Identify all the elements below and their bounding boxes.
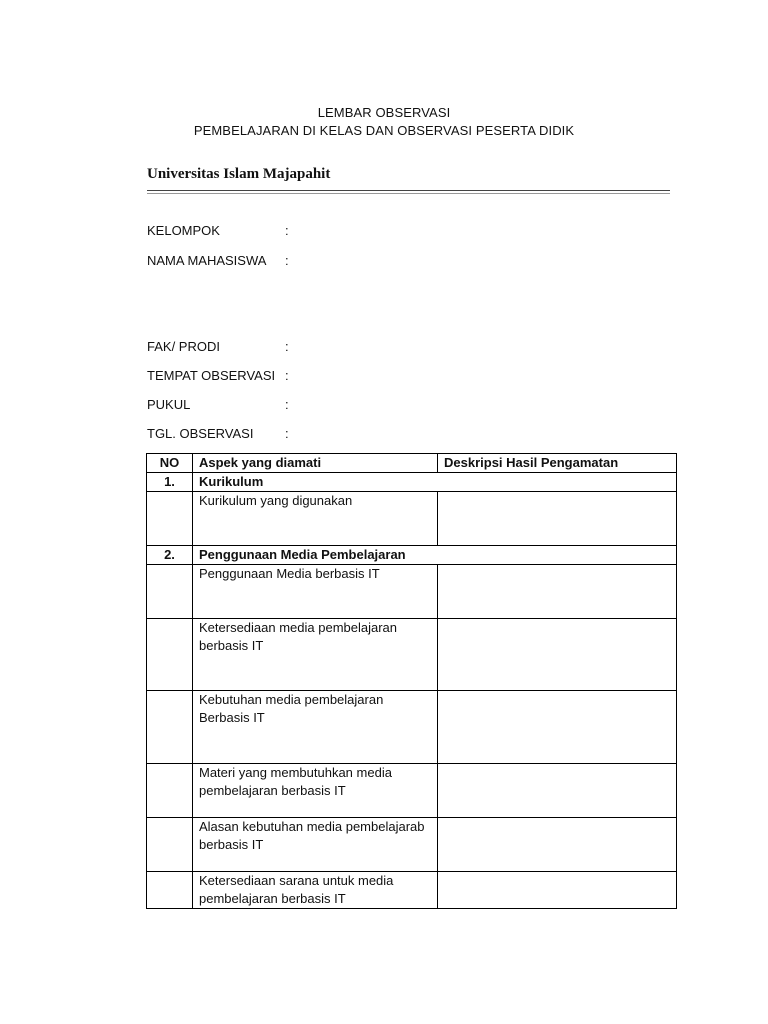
deskripsi-cell[interactable] xyxy=(438,691,677,764)
section-row-kurikulum xyxy=(147,473,677,492)
section-title: Kurikulum xyxy=(193,473,677,492)
institution-name: Universitas Islam Majapahit xyxy=(147,166,331,182)
document-subtitle: PEMBELAJARAN DI KELAS DAN OBSERVASI PESERTA DIDIK xyxy=(193,123,575,138)
row-number-cell xyxy=(147,492,193,546)
table-row xyxy=(147,691,677,764)
header-no: NO xyxy=(147,454,193,473)
row-number-cell xyxy=(147,872,193,909)
deskripsi-cell[interactable] xyxy=(438,565,677,619)
row-number-cell xyxy=(147,764,193,818)
section-row-media xyxy=(147,546,677,565)
aspek-cell: Materi yang membutuhkan media pembelajaran berbasis IT xyxy=(193,764,438,818)
section-title: Penggunaan Media Pembelajaran xyxy=(193,546,677,565)
table-header-row xyxy=(147,454,677,473)
document-title: LEMBAR OBSERVASI xyxy=(317,105,451,120)
deskripsi-cell[interactable] xyxy=(438,818,677,872)
table-row xyxy=(147,492,677,546)
table-row xyxy=(147,872,677,909)
row-number-cell xyxy=(147,565,193,619)
field-fak-prodi-colon: : xyxy=(285,339,289,354)
header-aspek: Aspek yang diamati xyxy=(193,454,438,473)
aspek-cell: Kurikulum yang digunakan xyxy=(193,492,438,546)
field-pukul-colon: : xyxy=(285,397,289,412)
header-rule xyxy=(147,190,670,191)
section-number: 1. xyxy=(147,473,193,492)
deskripsi-cell[interactable] xyxy=(438,872,677,909)
field-kelompok-colon: : xyxy=(285,223,289,238)
deskripsi-cell[interactable] xyxy=(438,764,677,818)
field-fak-prodi-label: FAK/ PRODI xyxy=(147,339,220,354)
deskripsi-cell[interactable] xyxy=(438,619,677,691)
aspek-cell: Ketersediaan media pembelajaran berbasis IT xyxy=(193,619,438,691)
header-deskripsi: Deskripsi Hasil Pengamatan xyxy=(438,454,677,473)
row-number-cell xyxy=(147,619,193,691)
deskripsi-cell[interactable] xyxy=(438,492,677,546)
field-tempat-observasi-colon: : xyxy=(285,368,289,383)
table-row xyxy=(147,619,677,691)
header-rule-secondary xyxy=(147,193,670,194)
field-pukul-label: PUKUL xyxy=(147,397,191,412)
table-row xyxy=(147,764,677,818)
row-number-cell xyxy=(147,818,193,872)
field-kelompok-label: KELOMPOK xyxy=(147,223,220,238)
aspek-cell: Kebutuhan media pembelajaran Berbasis IT xyxy=(193,691,438,764)
field-nama-mahasiswa-colon: : xyxy=(285,253,289,268)
table-row xyxy=(147,565,677,619)
table-row xyxy=(147,818,677,872)
field-tgl-observasi-label: TGL. OBSERVASI xyxy=(147,426,254,441)
field-tempat-observasi-label: TEMPAT OBSERVASI xyxy=(147,368,276,383)
observation-table xyxy=(146,453,677,909)
aspek-cell: Penggunaan Media berbasis IT xyxy=(193,565,438,619)
aspek-cell: Alasan kebutuhan media pembelajarab berbasis IT xyxy=(193,818,438,872)
row-number-cell xyxy=(147,691,193,764)
field-nama-mahasiswa-label: NAMA MAHASISWA xyxy=(147,253,267,268)
field-tgl-observasi-colon: : xyxy=(285,426,289,441)
aspek-cell: Ketersediaan sarana untuk media pembelajaran berbasis IT xyxy=(193,872,438,909)
section-number: 2. xyxy=(147,546,193,565)
